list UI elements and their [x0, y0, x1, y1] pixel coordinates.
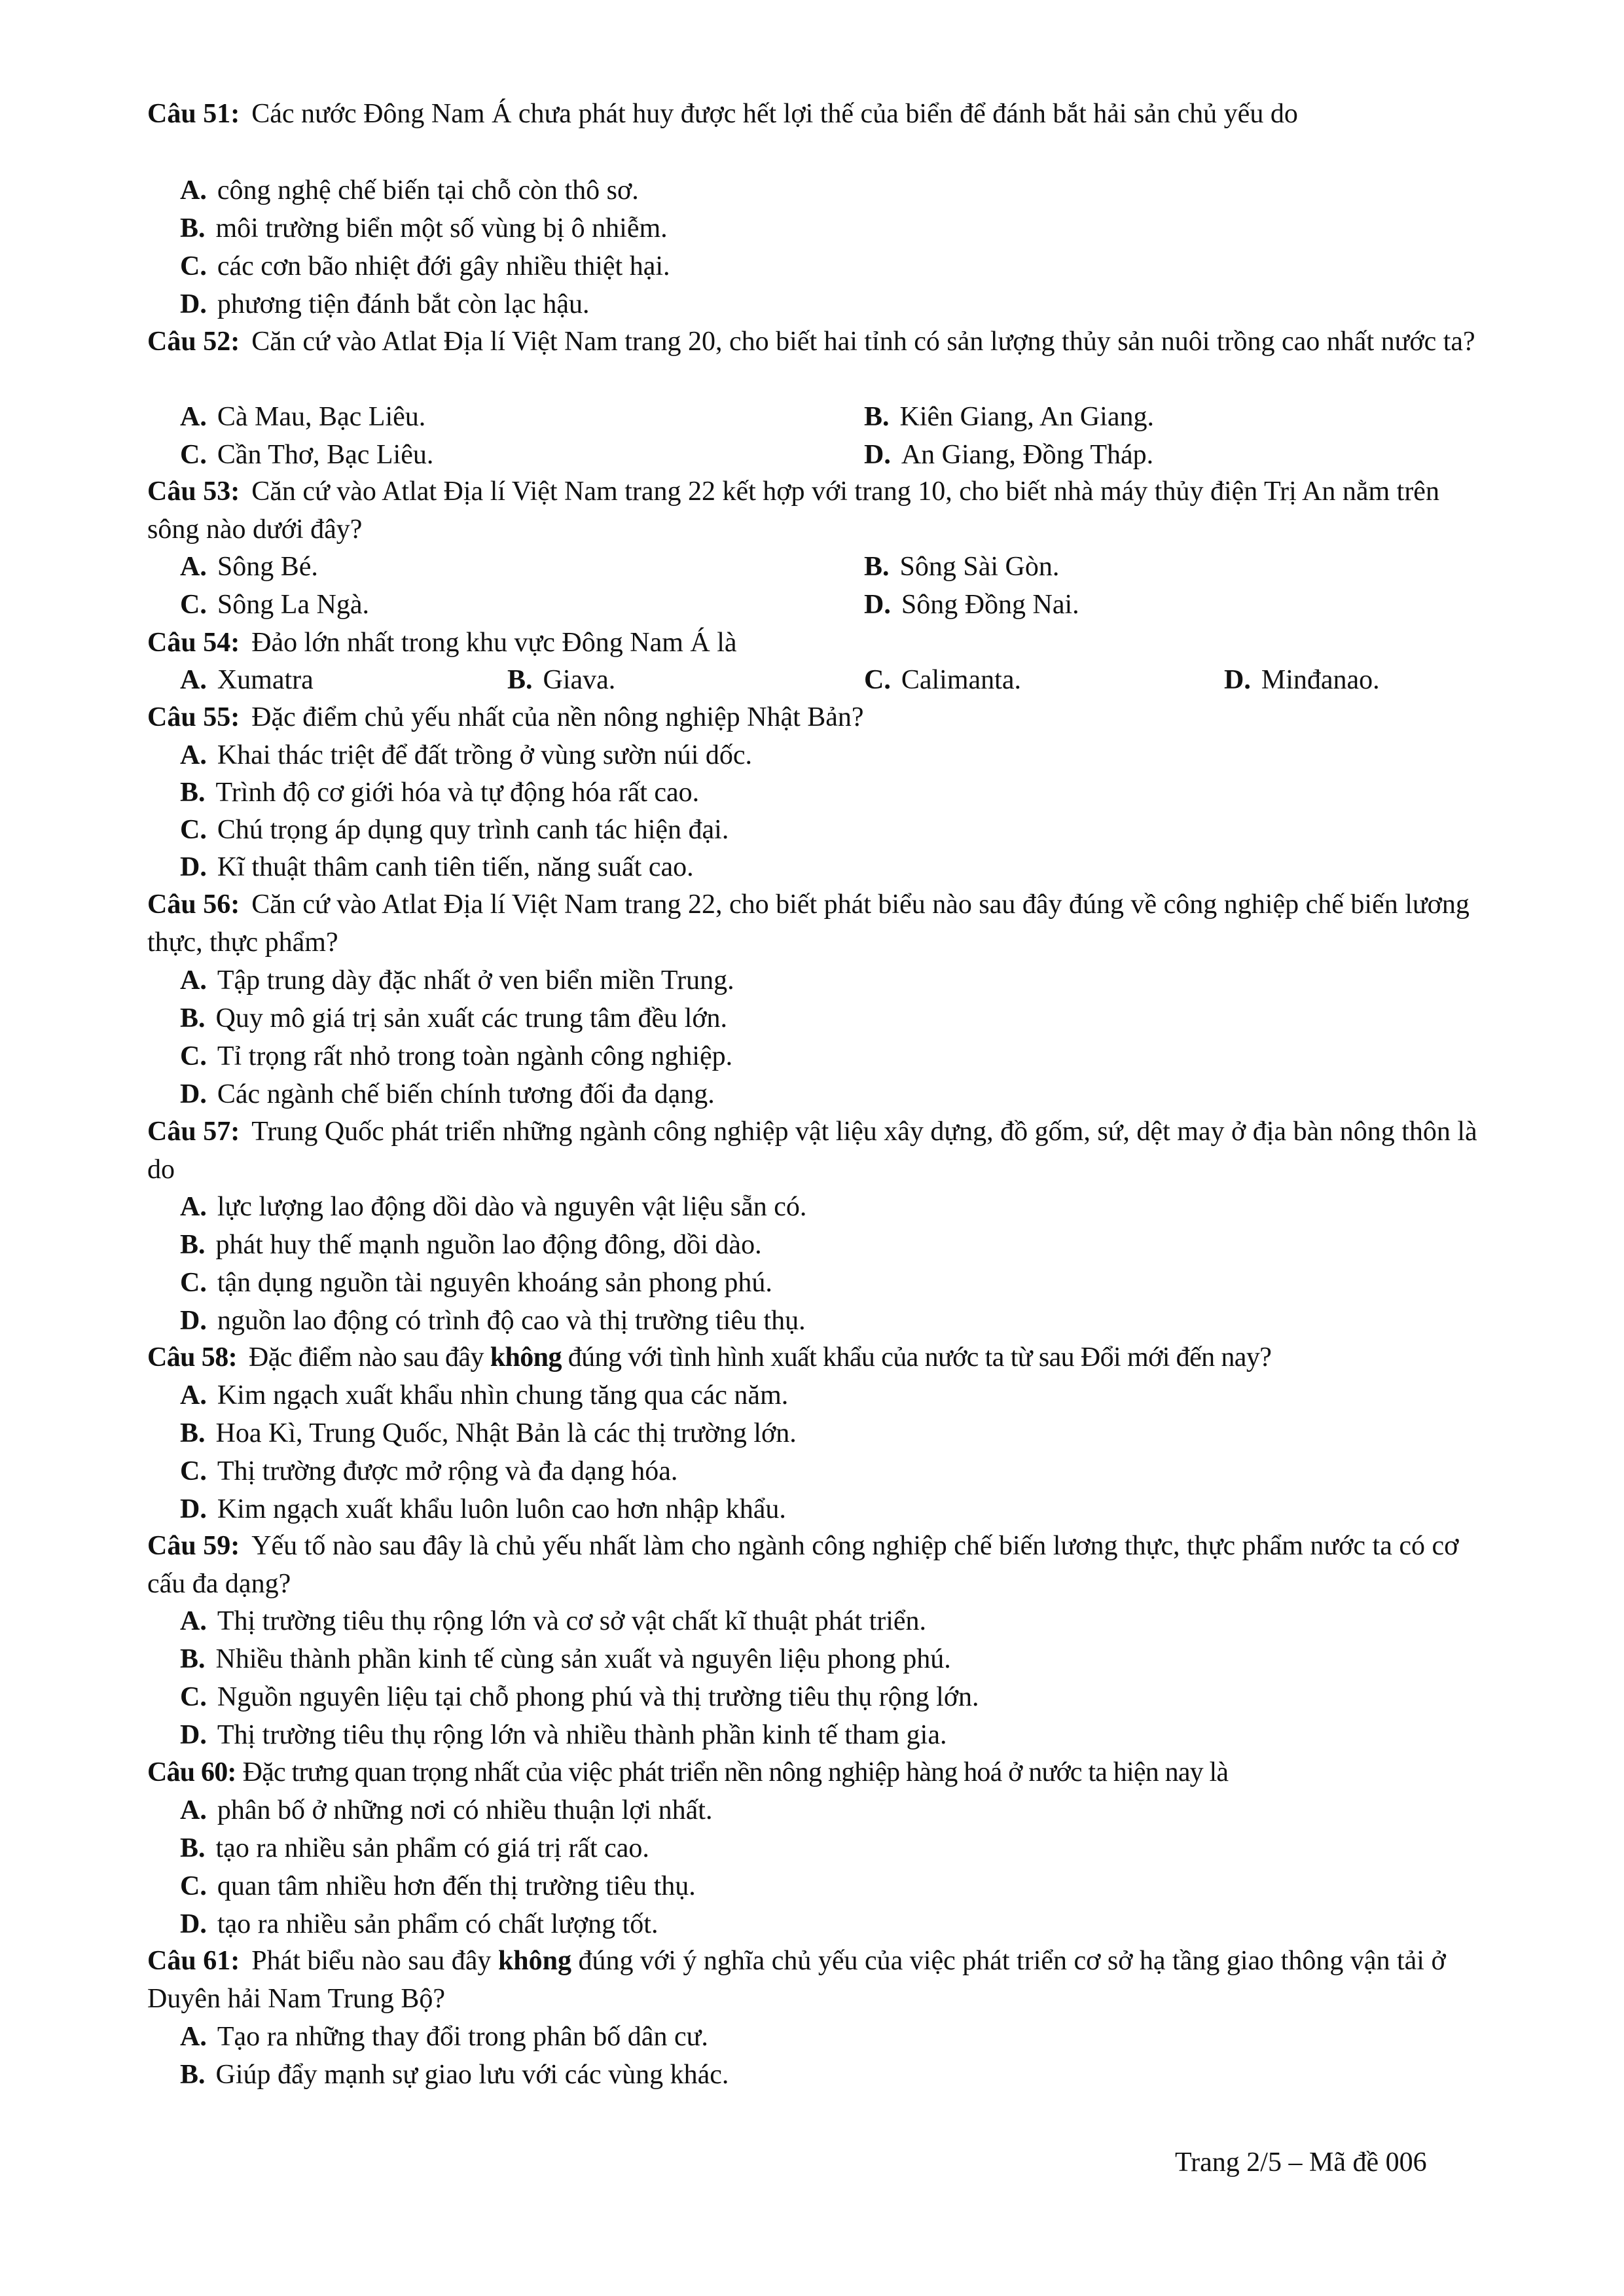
q58-option-b [180, 1414, 797, 1452]
q60-option-a [180, 1791, 712, 1829]
q55-option-d [180, 848, 694, 886]
option-letter: D. [180, 1494, 207, 1524]
option-text: Minđanao. [1261, 665, 1380, 695]
q55-option-c [180, 811, 729, 849]
option-letter: B. [180, 213, 206, 243]
q51-option-d [180, 285, 589, 323]
q57-option-d [180, 1302, 806, 1340]
q58-option-c [180, 1452, 677, 1490]
question-60 [147, 1753, 1483, 1791]
option-text: Sông Sài Gòn. [899, 552, 1060, 582]
option-text: Chú trọng áp dụng quy trình canh tác hiện đại. [217, 815, 729, 845]
q52-option-c [180, 436, 433, 474]
option-letter: C. [180, 1871, 207, 1901]
question-number: Câu 56: [147, 889, 240, 920]
q60-option-d [180, 1905, 658, 1943]
option-letter: B. [180, 1833, 206, 1863]
option-letter: D. [180, 289, 207, 319]
option-text: An Giang, Đồng Tháp. [901, 440, 1154, 470]
option-text: Kiên Giang, An Giang. [899, 402, 1154, 432]
option-letter: A. [180, 2022, 207, 2052]
option-letter: B. [507, 665, 533, 695]
question-text-bold: không [497, 1946, 572, 1976]
q52-option-b [864, 398, 1154, 436]
q57-option-c [180, 1264, 772, 1302]
question-58 [147, 1338, 1483, 1376]
option-text: phân bố ở những nơi có nhiều thuận lợi nhất. [217, 1795, 713, 1825]
question-51 [147, 95, 1483, 133]
question-text: Yếu tố nào sau đây là chủ yếu nhất làm cho ngành công nghiệp chế biến lương thực, thực phẩm nước ta có cơ cấu đa dạng? [147, 1531, 1459, 1599]
option-text: Hoa Kì, Trung Quốc, Nhật Bản là các thị trường lớn. [215, 1418, 797, 1448]
option-letter: C. [864, 665, 891, 695]
option-letter: C. [180, 590, 207, 620]
question-text: Đặc trưng quan trọng nhất của việc phát triển nền nông nghiệp hàng hoá ở nước ta hiện nay là [242, 1757, 1229, 1787]
q53-option-d [864, 586, 1079, 624]
option-text: phát huy thế mạnh nguồn lao động đông, dồi dào. [215, 1230, 762, 1260]
question-number: Câu 55: [147, 702, 240, 732]
question-text-after: đúng với ý nghĩa chủ yếu của việc phát triển cơ sở hạ tầng giao thông vận tải ở Duyên hải Nam Trung Bộ? [147, 1946, 1446, 2014]
option-letter: A. [180, 965, 207, 996]
option-letter: A. [180, 552, 207, 582]
question-text-before: Phát biểu nào sau đây [251, 1946, 492, 1976]
question-61 [147, 1942, 1483, 2018]
option-text: nguồn lao động có trình độ cao và thị trường tiêu thụ. [217, 1306, 806, 1336]
question-text: Căn cứ vào Atlat Địa lí Việt Nam trang 22, cho biết phát biểu nào sau đây đúng về công nghiệp chế biến lương thực, thực phẩm? [147, 889, 1470, 958]
q59-option-d [180, 1716, 947, 1754]
question-number: Câu 61: [147, 1946, 240, 1976]
q59-option-a [180, 1602, 926, 1640]
option-text: Cà Mau, Bạc Liêu. [217, 402, 426, 432]
question-number: Câu 51: [147, 99, 240, 129]
q53-option-a [180, 548, 318, 586]
question-number: Câu 59: [147, 1531, 240, 1561]
q60-option-b [180, 1829, 649, 1867]
option-text: Xumatra [217, 665, 314, 695]
q61-option-a [180, 2018, 708, 2056]
option-letter: C. [180, 440, 207, 470]
option-letter: B. [180, 1644, 206, 1674]
question-56 [147, 886, 1483, 961]
question-number: Câu 58: [147, 1342, 237, 1372]
option-text: Thị trường tiêu thụ rộng lớn và cơ sở vật chất kĩ thuật phát triển. [217, 1606, 927, 1636]
option-text: Quy mô giá trị sản xuất các trung tâm đều lớn. [215, 1003, 728, 1033]
question-text-bold: không [490, 1342, 562, 1372]
q53-option-b [864, 548, 1059, 586]
option-letter: D. [1224, 665, 1251, 695]
option-letter: A. [180, 1192, 207, 1222]
option-letter: A. [180, 175, 207, 206]
option-text: Calimanta. [901, 665, 1021, 695]
option-letter: B. [864, 402, 890, 432]
question-text: Đặc điểm chủ yếu nhất của nền nông nghiệp Nhật Bản? [251, 702, 864, 732]
option-text: Giava. [543, 665, 616, 695]
question-text-after: đúng với tình hình xuất khẩu của nước ta từ sau Đổi mới đến nay? [568, 1342, 1272, 1372]
q59-option-c [180, 1678, 979, 1716]
option-letter: D. [180, 1079, 207, 1109]
question-53 [147, 473, 1483, 548]
question-text: Đảo lớn nhất trong khu vực Đông Nam Á là [251, 628, 737, 658]
option-text: Giúp đẩy mạnh sự giao lưu với các vùng khác. [215, 2060, 729, 2090]
q51-option-b [180, 209, 668, 247]
option-letter: B. [180, 1230, 206, 1260]
option-letter: C. [180, 1268, 207, 1298]
q55-option-b [180, 774, 699, 812]
q55-option-a [180, 736, 752, 774]
q52-option-a [180, 398, 425, 436]
q51-option-c [180, 247, 670, 285]
option-letter: A. [180, 1606, 207, 1636]
option-letter: D. [180, 1306, 207, 1336]
option-text: Trình độ cơ giới hóa và tự động hóa rất cao. [215, 778, 700, 808]
option-text: Các ngành chế biến chính tương đối đa dạng. [217, 1079, 715, 1109]
option-text: môi trường biển một số vùng bị ô nhiễm. [215, 213, 668, 243]
option-letter: B. [180, 1003, 206, 1033]
question-number: Câu 53: [147, 476, 240, 507]
option-letter: D. [180, 1720, 207, 1750]
q61-option-b [180, 2056, 729, 2094]
option-text: Khai thác triệt để đất trồng ở vùng sườn núi dốc. [217, 740, 753, 770]
option-text: công nghệ chế biến tại chỗ còn thô sơ. [217, 175, 639, 206]
question-text: Các nước Đông Nam Á chưa phát huy được hết lợi thế của biển để đánh bắt hải sản chủ yếu do [251, 99, 1298, 129]
question-number: Câu 57: [147, 1117, 240, 1147]
option-text: Tập trung dày đặc nhất ở ven biển miền Trung. [217, 965, 734, 996]
option-text: phương tiện đánh bắt còn lạc hậu. [217, 289, 590, 319]
question-52 [147, 323, 1483, 361]
option-letter: C. [180, 1456, 207, 1486]
option-text: Thị trường tiêu thụ rộng lớn và nhiều thành phần kinh tế tham gia. [217, 1720, 947, 1750]
question-number: Câu 52: [147, 327, 240, 357]
option-text: Sông Đồng Nai. [901, 590, 1079, 620]
option-letter: A. [180, 402, 207, 432]
option-text: Thị trường được mở rộng và đa dạng hóa. [217, 1456, 678, 1486]
question-text-before: Đặc điểm nào sau đây [248, 1342, 484, 1372]
option-text: Nguồn nguyên liệu tại chỗ phong phú và thị trường tiêu thụ rộng lớn. [217, 1682, 979, 1712]
option-text: lực lượng lao động dồi dào và nguyên vật liệu sẵn có. [217, 1192, 807, 1222]
option-letter: B. [180, 778, 206, 808]
q57-option-a [180, 1188, 806, 1226]
q58-option-d [180, 1490, 786, 1528]
q53-option-c [180, 586, 369, 624]
q54-option-d [1224, 661, 1380, 699]
q58-option-a [180, 1376, 788, 1414]
option-letter: A. [180, 740, 207, 770]
q56-option-a [180, 961, 734, 999]
q56-option-b [180, 999, 727, 1037]
q59-option-b [180, 1640, 951, 1678]
question-number: Câu 54: [147, 628, 240, 658]
q54-option-a [180, 661, 314, 699]
question-number: Câu 60: [147, 1757, 236, 1787]
question-54 [147, 624, 1483, 662]
q60-option-c [180, 1867, 696, 1905]
option-letter: A. [180, 1795, 207, 1825]
question-59 [147, 1527, 1483, 1603]
option-letter: C. [180, 1682, 207, 1712]
option-text: tận dụng nguồn tài nguyên khoáng sản phong phú. [217, 1268, 772, 1298]
option-letter: B. [864, 552, 890, 582]
option-letter: C. [180, 815, 207, 845]
q54-option-c [864, 661, 1021, 699]
q56-option-d [180, 1075, 715, 1113]
option-text: Tỉ trọng rất nhỏ trong toàn ngành công nghiệp. [217, 1041, 733, 1071]
option-text: Kĩ thuật thâm canh tiên tiến, năng suất cao. [217, 852, 694, 882]
q57-option-b [180, 1226, 762, 1264]
option-letter: B. [180, 2060, 206, 2090]
question-55 [147, 698, 1483, 736]
question-text: Trung Quốc phát triển những ngành công nghiệp vật liệu xây dựng, đồ gốm, sứ, dệt may ở địa bàn nông thôn là do [147, 1117, 1477, 1185]
q56-option-c [180, 1037, 732, 1075]
option-text: Kim ngạch xuất khẩu nhìn chung tăng qua các năm. [217, 1380, 789, 1410]
option-text: tạo ra nhiều sản phẩm có chất lượng tốt. [217, 1909, 659, 1939]
q52-option-d [864, 436, 1153, 474]
option-letter: B. [180, 1418, 206, 1448]
option-letter: D. [864, 440, 891, 470]
option-letter: A. [180, 1380, 207, 1410]
option-text: Sông La Ngà. [217, 590, 369, 620]
option-text: các cơn bão nhiệt đới gây nhiều thiệt hại. [217, 251, 670, 281]
q54-option-b [507, 661, 615, 699]
option-letter: A. [180, 665, 207, 695]
question-57 [147, 1113, 1483, 1189]
option-text: tạo ra nhiều sản phẩm có giá trị rất cao. [215, 1833, 649, 1863]
option-text: quan tâm nhiều hơn đến thị trường tiêu thụ. [217, 1871, 696, 1901]
option-text: Sông Bé. [217, 552, 318, 582]
option-letter: D. [864, 590, 891, 620]
option-letter: D. [180, 852, 207, 882]
q51-option-a [180, 171, 639, 209]
page-footer: Trang 2/5 – Mã đề 006 [1175, 2147, 1427, 2178]
question-text: Căn cứ vào Atlat Địa lí Việt Nam trang 22 kết hợp với trang 10, cho biết nhà máy thủy điện Trị An nằm trên sông nào dưới đây? [147, 476, 1439, 545]
option-letter: D. [180, 1909, 207, 1939]
option-letter: C. [180, 1041, 207, 1071]
question-text: Căn cứ vào Atlat Địa lí Việt Nam trang 20, cho biết hai tỉnh có sản lượng thủy sản nuôi trồng cao nhất nước ta? [251, 327, 1475, 357]
option-letter: C. [180, 251, 207, 281]
option-text: Kim ngạch xuất khẩu luôn luôn cao hơn nhập khẩu. [217, 1494, 786, 1524]
option-text: Tạo ra những thay đổi trong phân bố dân cư. [217, 2022, 708, 2052]
option-text: Nhiều thành phần kinh tế cùng sản xuất và nguyên liệu phong phú. [215, 1644, 951, 1674]
option-text: Cần Thơ, Bạc Liêu. [217, 440, 434, 470]
